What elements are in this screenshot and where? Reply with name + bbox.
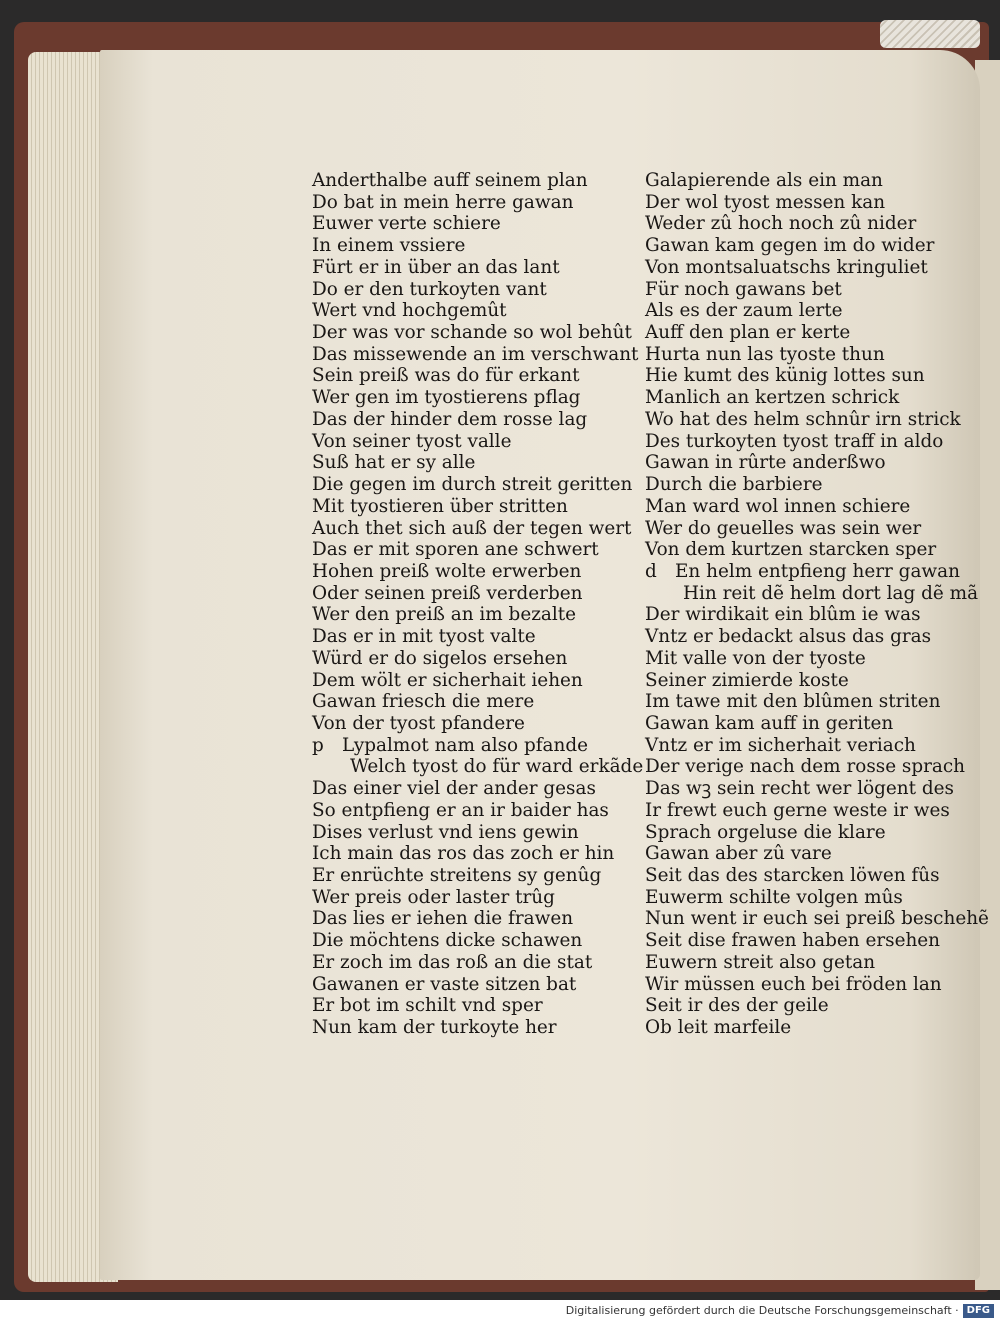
verse-text: Das einer viel der ander gesas — [312, 778, 596, 800]
verse-line — [312, 343, 639, 366]
verse-line — [645, 452, 955, 474]
verse-line — [312, 952, 632, 974]
verse-text: Hohen preiß wolte erwerben — [312, 560, 582, 582]
verse-line — [312, 995, 632, 1017]
verse-line — [312, 192, 632, 214]
verse-text: Do bat in mein herre gawan — [312, 191, 574, 213]
verse-text: Von dem kurtzen starcken sper — [645, 539, 937, 561]
verse-text: Auch thet sich auß der tegen wert — [312, 517, 632, 539]
verse-line — [645, 952, 955, 974]
verse-line — [645, 344, 955, 366]
verse-line — [312, 735, 632, 757]
verse-text: Auff den plan er kerte — [645, 322, 851, 344]
verse-text: Mit tyostieren über stritten — [312, 495, 568, 517]
verse-line — [312, 670, 632, 692]
footer-credit-text: Digitalisierung gefördert durch die Deutsche Forschungsgemeinschaft · — [565, 1304, 959, 1317]
verse-text: En helm entpfieng herr gawan — [675, 560, 960, 582]
verse-text: Von seiner tyost valle — [312, 430, 512, 452]
verse-text: Der verige nach dem rosse sprach — [645, 756, 966, 778]
verse-line — [645, 560, 960, 583]
verse-line — [645, 626, 955, 648]
verse-text: Dem wölt er sicherhait iehen — [312, 669, 583, 691]
verse-text: Euwern streit also getan — [645, 951, 876, 973]
verse-line — [645, 887, 955, 909]
verse-text: Wert vnd hochgemût — [312, 300, 507, 322]
verse-line — [645, 822, 955, 844]
verse-text: Hin reit dẽ helm dort lag dẽ mã — [683, 582, 979, 604]
verse-line — [645, 170, 955, 192]
verse-line — [312, 387, 632, 409]
verse-line — [312, 800, 632, 822]
verse-text: Das der hinder dem rosse lag — [312, 408, 588, 430]
verse-line — [312, 626, 632, 648]
verse-line — [645, 279, 955, 301]
verse-line — [645, 691, 955, 713]
verse-line — [645, 713, 955, 735]
verse-line — [312, 170, 632, 192]
verse-line — [645, 300, 955, 322]
verse-text: Für noch gawans bet — [645, 278, 842, 300]
verse-line — [312, 257, 632, 279]
verse-line — [645, 800, 955, 822]
verse-line — [645, 387, 955, 409]
verse-text: Wer gen im tyostierens pflag — [312, 387, 581, 409]
verse-line — [312, 865, 632, 887]
verse-text: Galapierende als ein man — [645, 170, 883, 191]
verse-text: Man ward wol innen schiere — [645, 495, 911, 517]
verse-line — [312, 1017, 632, 1039]
verse-line — [645, 235, 955, 257]
verse-line — [645, 582, 979, 605]
verse-line — [312, 604, 632, 626]
verse-text: Mit valle von der tyoste — [645, 647, 866, 669]
footer-credit — [0, 1300, 1000, 1321]
verse-text: Dises verlust vnd iens gewin — [312, 821, 579, 843]
verse-text: Manlich an kertzen schrick — [645, 387, 900, 409]
verse-line — [312, 365, 632, 387]
verse-text: Der wol tyost messen kan — [645, 191, 886, 213]
verse-text: Wer den preiß an im bezalte — [312, 604, 577, 626]
verse-line — [312, 300, 632, 322]
verse-text: Er bot im schilt vnd sper — [312, 995, 543, 1017]
verse-text: Wir müssen euch bei fröden lan — [645, 973, 942, 995]
verse-text: Fürt er in über an das lant — [312, 256, 560, 278]
verse-text: Wo hat des helm schnûr irn strick — [645, 408, 961, 430]
verse-text: Gawan friesch die mere — [312, 691, 535, 713]
text-column-right — [645, 170, 989, 1039]
verse-line — [312, 583, 632, 605]
verse-text: Das er mit sporen ane schwert — [312, 539, 599, 561]
verse-line — [645, 365, 955, 387]
verse-line — [312, 648, 632, 670]
verse-text: Vntz er bedackt alsus das gras — [645, 626, 932, 648]
verse-line — [312, 518, 632, 540]
verse-text: Euwer verte schiere — [312, 213, 501, 235]
verse-text: Gawan aber zû vare — [645, 843, 832, 865]
verse-line — [312, 778, 632, 800]
verse-text: Welch tyost do für ward erkãde — [350, 756, 644, 778]
verse-text: Ir frewt euch gerne weste ir wes — [645, 799, 950, 821]
verse-line — [645, 778, 955, 800]
verse-text: Des turkoyten tyost traff in aldo — [645, 430, 944, 452]
verse-line — [645, 670, 955, 692]
verse-text: Vntz er im sicherhait veriach — [645, 734, 916, 756]
verse-text: Das wꝫ sein recht wer lögent des — [645, 778, 954, 800]
initial-guide-letter: p — [312, 734, 324, 756]
initial-guide-letter: d — [645, 560, 657, 582]
verse-line — [645, 974, 955, 996]
verse-line — [312, 235, 632, 257]
verse-line — [312, 213, 632, 235]
verse-text: Er enrüchte streitens sy genûg — [312, 865, 602, 886]
verse-line — [645, 213, 955, 235]
verse-line — [312, 974, 632, 996]
verse-text: Nun went ir euch sei preiß beschehẽ — [645, 908, 989, 930]
verse-line — [645, 995, 955, 1017]
verse-text: Gawan in rûrte anderßwo — [645, 452, 886, 474]
verse-text: Wer preis oder laster trûg — [312, 886, 555, 908]
verse-text: Das missewende an im verschwant — [312, 343, 639, 365]
verse-text: Sein preiß was do für erkant — [312, 365, 580, 387]
verse-line — [645, 756, 966, 778]
verse-line — [645, 539, 955, 561]
dfg-logo: DFG — [963, 1304, 994, 1318]
verse-text: Gawanen er vaste sitzen bat — [312, 973, 577, 995]
verse-text: Der was vor schande so wol behût — [312, 322, 632, 344]
verse-line — [312, 409, 632, 431]
verse-text: Seit ir des der geile — [645, 995, 829, 1017]
verse-text: Gawan kam gegen im do wider — [645, 235, 935, 257]
verse-line — [645, 865, 955, 887]
verse-line — [645, 431, 955, 453]
verse-text: Suß hat er sy alle — [312, 452, 476, 474]
verse-line — [312, 822, 632, 844]
verse-line — [645, 604, 955, 626]
verse-line — [645, 735, 955, 757]
verse-line — [312, 887, 632, 909]
verse-line — [312, 843, 632, 865]
verse-line — [645, 496, 955, 518]
verse-text: Das er in mit tyost valte — [312, 626, 536, 648]
verse-text: Das lies er iehen die frawen — [312, 908, 574, 930]
verse-text: Do er den turkoyten vant — [312, 278, 547, 300]
verse-text: Der wirdikait ein blûm ie was — [645, 604, 921, 626]
verse-text: Seit dise frawen haben ersehen — [645, 930, 941, 952]
verse-line — [645, 518, 955, 540]
verse-text: Nun kam der turkoyte her — [312, 1017, 557, 1039]
verse-line — [312, 496, 632, 518]
verse-text: Sprach orgeluse die klare — [645, 821, 886, 843]
verse-text: Seit das des starcken löwen fûs — [645, 865, 940, 886]
verse-text: Gawan kam auff in geriten — [645, 712, 894, 734]
verse-line — [312, 930, 632, 952]
verse-text: Euwerm schilte volgen mûs — [645, 886, 903, 908]
verse-text: Als es der zaum lerte — [645, 300, 843, 322]
verse-line — [312, 322, 632, 344]
verse-line — [645, 1017, 955, 1039]
verse-text: Hurta nun las tyoste thun — [645, 343, 885, 365]
verse-line — [312, 908, 632, 930]
verse-text: Durch die barbiere — [645, 474, 823, 496]
verse-line — [645, 408, 961, 431]
verse-line — [312, 561, 632, 583]
verse-line — [645, 257, 955, 279]
verse-line — [312, 279, 632, 301]
text-column-left — [312, 170, 644, 1039]
verse-text: Von montsaluatschs kringuliet — [645, 256, 928, 278]
verse-text: Würd er do sigelos ersehen — [312, 647, 568, 669]
verse-line — [645, 192, 955, 214]
verse-text: Die gegen im durch streit geritten — [312, 474, 633, 496]
verse-line — [312, 474, 632, 496]
verse-line — [645, 930, 955, 952]
verse-line — [645, 908, 989, 930]
verse-text: So entpfieng er an ir baider has — [312, 799, 609, 821]
verse-line — [645, 648, 955, 670]
verse-text: Im tawe mit den blûmen striten — [645, 691, 941, 713]
verse-text: Anderthalbe auff seinem plan — [312, 170, 588, 191]
verse-line — [645, 322, 955, 344]
verse-text: Oder seinen preiß verderben — [312, 582, 583, 604]
verse-text: Wer do geuelles was sein wer — [645, 517, 922, 539]
verse-text: Er zoch im das roß an die stat — [312, 951, 593, 973]
verse-line — [312, 713, 632, 735]
verse-line — [312, 431, 632, 453]
verse-text: Ich main das ros das zoch er hin — [312, 843, 615, 865]
verse-line — [312, 691, 632, 713]
verse-text: Von der tyost pfandere — [312, 712, 525, 734]
verse-line — [312, 452, 632, 474]
verse-text: Die möchtens dicke schawen — [312, 930, 583, 952]
verse-text: Weder zû hoch noch zû nider — [645, 213, 917, 235]
verse-line — [645, 474, 955, 496]
verse-text: Seiner zimierde koste — [645, 669, 849, 691]
verse-text: In einem vssiere — [312, 235, 466, 257]
verse-text: Ob leit marfeile — [645, 1017, 792, 1039]
verse-text: Hie kumt des künig lottes sun — [645, 365, 925, 387]
verse-text: Lypalmot nam also pfande — [342, 734, 588, 756]
bookmark-ribbon — [880, 20, 980, 48]
verse-line — [312, 756, 644, 778]
verse-line — [645, 843, 955, 865]
verse-line — [312, 539, 632, 561]
